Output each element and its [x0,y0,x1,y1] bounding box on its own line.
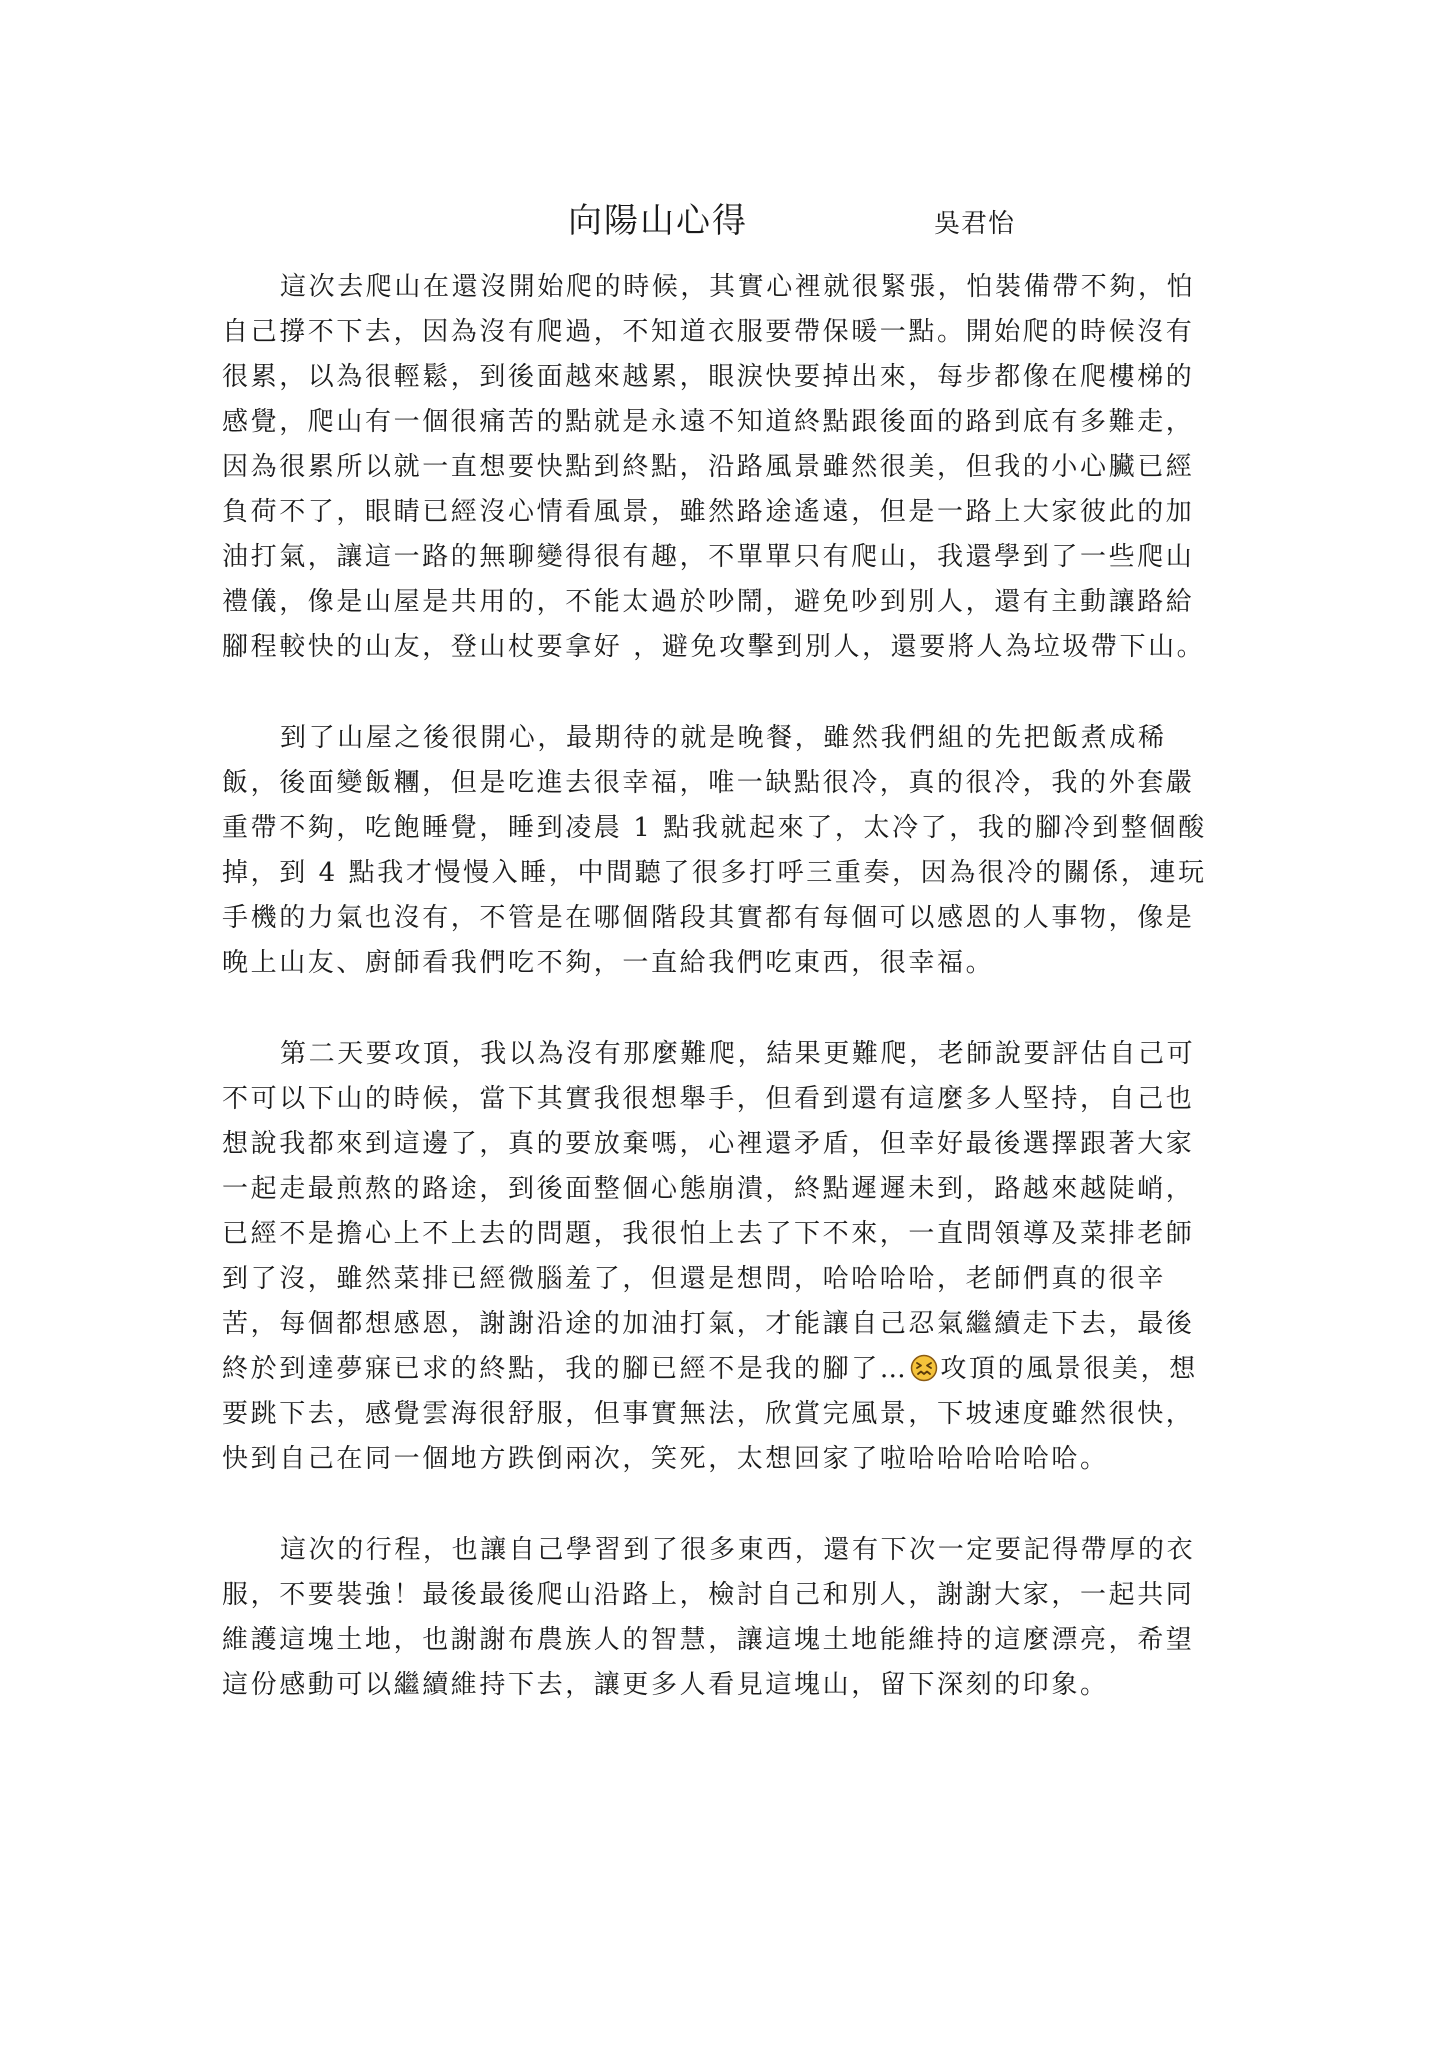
paragraph-line: 服，不要裝強！最後最後爬山沿路上，檢討自己和別人，謝謝大家，一起共同 [222,1580,1195,1610]
confounded-face-icon [910,1352,938,1397]
paragraph-line: 因為很累所以就一直想要快點到終點，沿路風景雖然很美，但我的小心臟已經 [222,452,1195,482]
paragraph-1 [222,265,1222,670]
paragraph-3 [222,1032,1222,1482]
emoji-line-before: 終於到達夢寐已求的終點，我的腳已經不是我的腳了… [222,1354,909,1384]
paragraph-line: 到了山屋之後很開心，最期待的就是晚餐，雖然我們組的先把飯煮成稀 [280,723,1167,753]
paragraph-line: 苦，每個都想感恩，謝謝沿途的加油打氣，才能讓自己忍氣繼續走下去，最後 [222,1309,1195,1339]
paragraph-line: 感覺，爬山有一個很痛苦的點就是永遠不知道終點跟後面的路到底有多難走， [222,407,1195,437]
paragraph-line: 不可以下山的時候，當下其實我很想舉手，但看到還有這麼多人堅持，自己也 [222,1084,1195,1114]
paragraph-line: 一起走最煎熬的路途，到後面整個心態崩潰，終點遲遲未到，路越來越陡峭， [222,1174,1195,1204]
paragraph-line: 負荷不了，眼睛已經沒心情看風景，雖然路途遙遠，但是一路上大家彼此的加 [222,497,1195,527]
paragraph-4 [222,1528,1222,1708]
document-body [222,265,1222,1754]
paragraph-line: 禮儀，像是山屋是共用的，不能太過於吵鬧，避免吵到別人，還有主動讓路給 [222,587,1195,617]
paragraph-line: 到了沒，雖然菜排已經微腦羞了，但還是想問，哈哈哈哈，老師們真的很辛 [222,1264,1166,1294]
paragraph-line: 手機的力氣也沒有，不管是在哪個階段其實都有每個可以感恩的人事物，像是 [222,903,1195,933]
paragraph-line: 腳程較快的山友，登山杖要拿好 ，避免攻擊到別人，還要將人為垃圾帶下山。 [222,632,1206,662]
paragraph-line-with-emoji [222,1347,1222,1392]
paragraph-line: 飯，後面變飯糰，但是吃進去很幸福，唯一缺點很冷，真的很冷，我的外套嚴 [222,768,1195,798]
paragraph-line: 晚上山友、廚師看我們吃不夠，一直給我們吃東西，很幸福。 [222,948,995,978]
paragraph-2 [222,716,1222,986]
paragraph-line: 很累，以為很輕鬆，到後面越來越累，眼淚快要掉出來，每步都像在爬樓梯的 [222,362,1195,392]
paragraph-line: 第二天要攻頂，我以為沒有那麼難爬，結果更難爬，老師說要評估自己可 [280,1039,1196,1069]
document-title: 向陽山心得 [568,201,748,241]
paragraph-line: 要跳下去，感覺雲海很舒服，但事實無法，欣賞完風景，下坡速度雖然很快， [222,1399,1195,1429]
paragraph-line: 這份感動可以繼續維持下去，讓更多人看見這塊山，留下深刻的印象。 [222,1670,1109,1700]
emoji-line-after: 攻頂的風景很美，想 [940,1354,1198,1384]
paragraph-line: 想說我都來到這邊了，真的要放棄嗎，心裡還矛盾，但幸好最後選擇跟著大家 [222,1129,1195,1159]
paragraph-line: 已經不是擔心上不上去的問題，我很怕上去了下不來，一直問領導及菜排老師 [222,1219,1195,1249]
paragraph-line: 油打氣，讓這一路的無聊變得很有趣，不單單只有爬山，我還學到了一些爬山 [222,542,1195,572]
author-name: 吳君怡 [934,209,1016,239]
paragraph-line: 這次的行程，也讓自己學習到了很多東西，還有下次一定要記得帶厚的衣 [280,1535,1196,1565]
paragraph-line: 掉，到 4 點我才慢慢入睡，中間聽了很多打呼三重奏，因為很冷的關係，連玩 [222,858,1207,888]
paragraph-line: 自己撐不下去，因為沒有爬過，不知道衣服要帶保暖一點。開始爬的時候沒有 [222,317,1195,347]
paragraph-line: 快到自己在同一個地方跌倒兩次，笑死，太想回家了啦哈哈哈哈哈哈。 [222,1444,1109,1474]
paragraph-line: 這次去爬山在還沒開始爬的時候，其實心裡就很緊張，怕裝備帶不夠，怕 [280,272,1196,302]
title-row [0,196,1448,246]
paragraph-line: 重帶不夠，吃飽睡覺，睡到凌晨 1 點我就起來了，太冷了，我的腳冷到整個酸 [222,813,1207,843]
paragraph-line: 維護這塊土地，也謝謝布農族人的智慧，讓這塊土地能維持的這麼漂亮，希望 [222,1625,1195,1655]
